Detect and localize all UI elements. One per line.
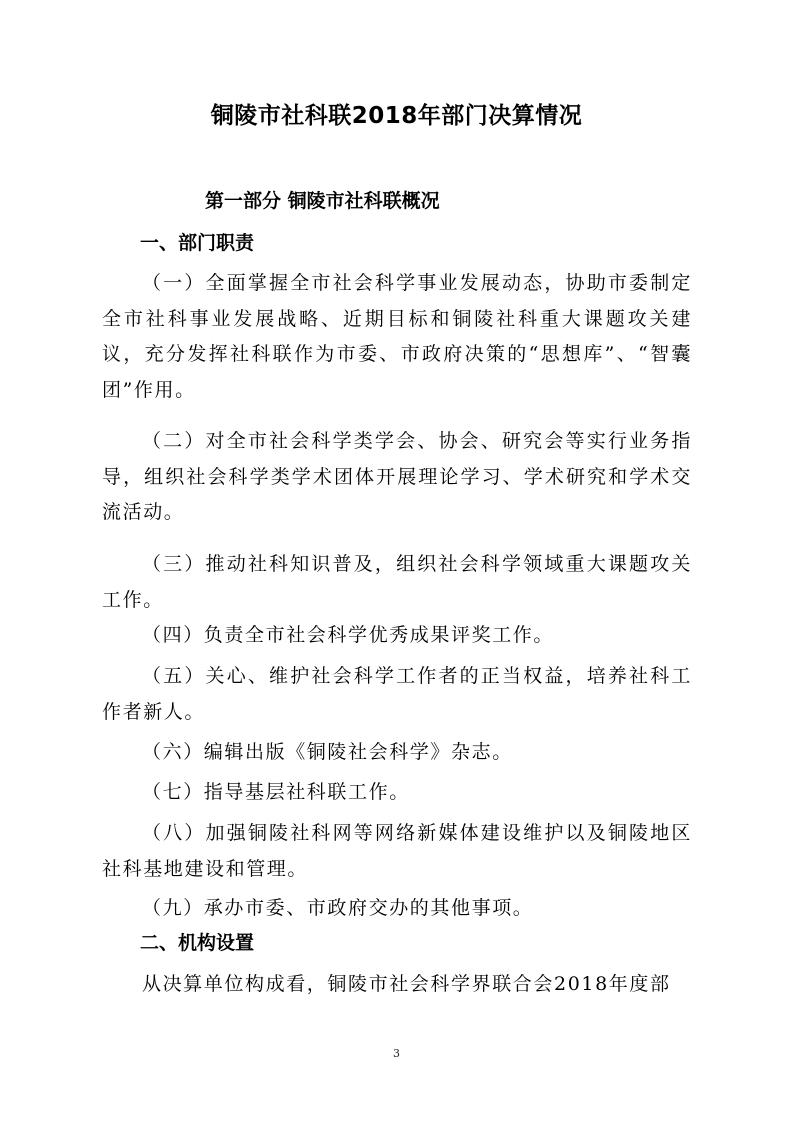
section-heading-duties: 一、部门职责 (140, 232, 255, 254)
duty-paragraph-5: （五）关心、维护社会科学工作者的正当权益，培养社科工作者新人。 (102, 665, 692, 723)
page-number: 3 (393, 1047, 400, 1060)
duty-paragraph-4: （四）负责全市社会科学优秀成果评奖工作。 (142, 624, 555, 646)
section-heading-organization: 二、机构设置 (140, 932, 255, 954)
duty-paragraph-1: （一）全面掌握全市社会科学事业发展动态，协助市委制定全市社科事业发展战略、近期目标和铜陵社科重大课题攻关建议，充分发挥社科联作为市委、市政府决策的“思想库”、“智囊团”作用。 (102, 272, 692, 401)
duty-paragraph-3: （三）推动社科知识普及，组织社会科学领域重大课题攻关工作。 (102, 553, 692, 611)
duty-paragraph-7: （七）指导基层社科联工作。 (142, 781, 410, 803)
document-title: 铜陵市社科联2018年部门决算情况 (210, 103, 583, 129)
duty-paragraph-6: （六）编辑出版《铜陵社会科学》杂志。 (142, 741, 513, 763)
part-title: 第一部分 铜陵市社科联概况 (205, 190, 440, 212)
duty-paragraph-9: （九）承办市委、市政府交办的其他事项。 (142, 897, 534, 919)
duty-paragraph-2: （二）对全市社会科学类学会、协会、研究会等实行业务指导，组织社会科学类学术团体开展理论学习、学术研究和学术交流活动。 (102, 430, 692, 523)
duty-paragraph-8: （八）加强铜陵社科网等网络新媒体建设维护以及铜陵地区社科基地建设和管理。 (102, 822, 692, 880)
organization-paragraph: 从决算单位构成看，铜陵市社会科学界联合会2018年度部 (142, 973, 671, 995)
